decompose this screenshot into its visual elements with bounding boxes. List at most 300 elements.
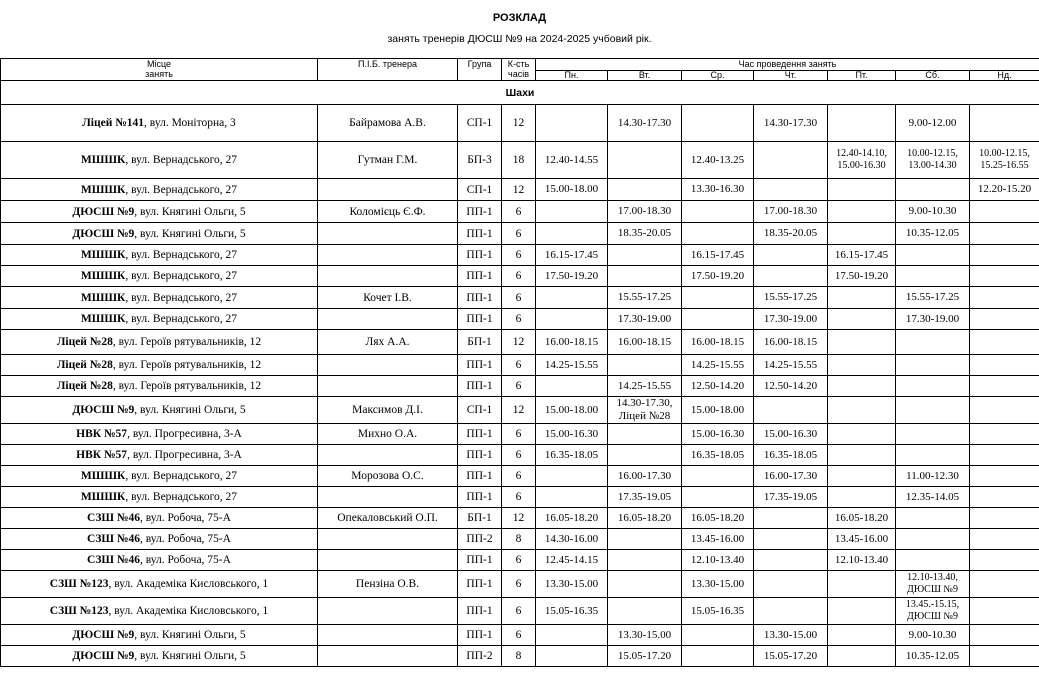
time-cell-thu <box>754 201 828 223</box>
location-name: ДЮСШ №9 <box>72 205 135 218</box>
time-cell-thu <box>754 397 828 424</box>
hours-cell: 12 <box>502 397 536 424</box>
table-row <box>1 376 1039 397</box>
time-cell-sat <box>896 201 970 223</box>
group-cell: БП-3 <box>458 142 502 179</box>
hours-cell: 12 <box>502 330 536 355</box>
time-cell-mon <box>536 201 608 223</box>
time-slot: 10.35-12.05 <box>905 649 960 662</box>
location-name: Ліцей №28 <box>56 336 113 348</box>
table-row <box>1 355 1039 376</box>
group-cell: ПП-1 <box>458 287 502 309</box>
time-cell-thu <box>754 445 828 466</box>
hours-cell: 8 <box>502 646 536 667</box>
table-row <box>1 571 1039 598</box>
time-cell-wed <box>682 376 754 397</box>
trainer-cell: Морозова О.С. <box>318 466 458 487</box>
time-slot: 15.05-16.35 <box>690 604 745 617</box>
location-name: НВК №57 <box>76 449 128 461</box>
time-cell-fri <box>828 550 896 571</box>
header-location-line2: занять <box>145 69 173 79</box>
time-cell-tue <box>608 330 682 355</box>
time-cell-thu <box>754 142 828 179</box>
time-cell-mon <box>536 309 608 330</box>
time-slot: 16.00-18.15 <box>617 335 672 348</box>
time-cell-sat <box>896 445 970 466</box>
time-cell-fri <box>828 424 896 445</box>
time-slot: 17.00-18.30 <box>617 205 672 217</box>
time-slot: 15.00-18.00 <box>544 183 599 195</box>
table-row <box>1 309 1039 330</box>
time-cell-tue <box>608 355 682 376</box>
header-day-tue: Вт. <box>608 71 682 81</box>
hours-cell: 18 <box>502 142 536 179</box>
time-cell-mon <box>536 625 608 646</box>
time-cell-wed <box>682 508 754 529</box>
time-cell-sun <box>970 550 1039 571</box>
time-cell-sat <box>896 355 970 376</box>
trainer-cell <box>318 646 458 667</box>
location-cell <box>1 466 318 487</box>
time-cell-wed <box>682 355 754 376</box>
time-cell-wed <box>682 223 754 245</box>
location-name: ДЮСШ №9 <box>72 404 135 416</box>
time-cell-sat <box>896 309 970 330</box>
location-cell <box>1 105 318 142</box>
time-cell-thu <box>754 646 828 667</box>
group-cell: ПП-1 <box>458 266 502 287</box>
header-day-sun: Нд. <box>970 71 1039 81</box>
group-cell: ПП-1 <box>458 445 502 466</box>
header-location <box>1 59 318 81</box>
time-slot: 12.10-13.40 <box>834 553 889 566</box>
location-name: ДЮСШ №9 <box>72 227 135 240</box>
time-cell-wed <box>682 598 754 625</box>
header-group: Група <box>458 59 502 81</box>
time-cell-wed <box>682 487 754 508</box>
time-cell-sun <box>970 309 1039 330</box>
location-address: , вул. Вернадського, 27 <box>125 470 238 482</box>
location-address: , вул. Робоча, 75-А <box>139 554 231 566</box>
location-name: СЗШ №46 <box>87 554 140 566</box>
time-cell-tue <box>608 529 682 550</box>
time-cell-thu <box>754 223 828 245</box>
location-name: Ліцей №141 <box>82 117 145 129</box>
time-slot: 14.25-15.55 <box>544 358 599 371</box>
time-cell-fri <box>828 105 896 142</box>
trainer-cell <box>318 529 458 550</box>
trainer-cell <box>318 309 458 330</box>
time-cell-mon <box>536 508 608 529</box>
hours-cell: 6 <box>502 266 536 287</box>
time-cell-mon <box>536 487 608 508</box>
time-slot: 13.30-16.30 <box>690 183 745 195</box>
time-cell-thu <box>754 179 828 201</box>
time-cell-tue <box>608 309 682 330</box>
group-cell: СП-1 <box>458 105 502 142</box>
time-slot: 15.05-17.20 <box>763 649 818 662</box>
location-cell <box>1 646 318 667</box>
time-cell-mon <box>536 571 608 598</box>
group-cell: ПП-1 <box>458 223 502 245</box>
time-cell-mon <box>536 355 608 376</box>
location-address: , вул. Вернадського, 27 <box>125 249 238 261</box>
group-cell: ПП-1 <box>458 466 502 487</box>
trainer-cell: Максимов Д.І. <box>318 397 458 424</box>
hours-cell: 6 <box>502 245 536 266</box>
page-title: РОЗКЛАД <box>492 12 547 24</box>
trainer-cell <box>318 245 458 266</box>
location-cell <box>1 287 318 309</box>
location-name: МШШК <box>80 313 126 325</box>
time-cell-mon <box>536 266 608 287</box>
time-cell-sun <box>970 625 1039 646</box>
location-cell <box>1 309 318 330</box>
trainer-cell <box>318 266 458 287</box>
time-cell-sat <box>896 105 970 142</box>
trainer-cell: Кочет І.В. <box>318 287 458 309</box>
location-name: ДЮСШ №9 <box>72 650 135 662</box>
time-cell-mon <box>536 445 608 466</box>
header-day-sat: Сб. <box>896 71 970 81</box>
time-slot: 12.10-13.40 <box>690 553 745 566</box>
location-cell <box>1 571 318 598</box>
time-cell-mon <box>536 142 608 179</box>
time-cell-sun <box>970 287 1039 309</box>
time-cell-sun <box>970 245 1039 266</box>
table-row <box>1 487 1039 508</box>
header-hours-line1: К-сть <box>507 59 530 69</box>
table-row <box>1 179 1039 201</box>
trainer-cell: Коломієць Є.Ф. <box>318 201 458 223</box>
time-cell-sun <box>970 598 1039 625</box>
location-cell <box>1 424 318 445</box>
time-cell-tue <box>608 508 682 529</box>
header-location-line1: Місце <box>146 59 172 69</box>
time-cell-fri <box>828 287 896 309</box>
time-cell-tue <box>608 625 682 646</box>
location-address: , вул. Княгині Ольги, 5 <box>134 205 246 218</box>
hours-cell: 6 <box>502 550 536 571</box>
table-row <box>1 201 1039 223</box>
hours-cell: 6 <box>502 625 536 646</box>
time-cell-sun <box>970 179 1039 201</box>
location-address: , вул. Вернадського, 27 <box>125 313 238 325</box>
location-name: МШШК <box>80 470 126 482</box>
time-cell-tue <box>608 201 682 223</box>
time-cell-sat <box>896 287 970 309</box>
time-slot: 17.50-19.20 <box>834 269 889 282</box>
time-cell-wed <box>682 571 754 598</box>
location-name: СЗШ №46 <box>87 533 140 545</box>
time-cell-mon <box>536 179 608 201</box>
time-cell-mon <box>536 598 608 625</box>
time-cell-fri <box>828 142 896 179</box>
trainer-cell: Байрамова А.В. <box>318 105 458 142</box>
time-slot: 16.05-18.20 <box>617 511 672 524</box>
time-slot: 17.30-19.00 <box>905 312 960 325</box>
header-day-fri: Пт. <box>828 71 896 81</box>
location-address: , вул. Академіка Кисловського, 1 <box>108 578 269 590</box>
section-header: Шахи <box>1 81 1039 105</box>
time-cell-fri <box>828 487 896 508</box>
time-cell-wed <box>682 309 754 330</box>
location-address: , вул. Вернадського, 27 <box>125 154 238 166</box>
time-cell-wed <box>682 142 754 179</box>
location-address: , вул. Княгині Ольги, 5 <box>134 629 246 641</box>
time-cell-tue <box>608 245 682 266</box>
hours-cell: 6 <box>502 487 536 508</box>
time-slot: 15.00-16.30 <box>837 160 886 171</box>
time-cell-wed <box>682 550 754 571</box>
group-cell: ПП-1 <box>458 424 502 445</box>
time-slot: 12.50-14.20 <box>763 379 818 392</box>
time-cell-tue <box>608 598 682 625</box>
location-address: , вул. Героїв рятувальників, 12 <box>112 380 262 392</box>
time-cell-sat <box>896 245 970 266</box>
location-cell <box>1 487 318 508</box>
time-slot: 18.35-20.05 <box>763 227 818 239</box>
table-row <box>1 508 1039 529</box>
hours-cell: 12 <box>502 179 536 201</box>
time-slot: 9.00-12.00 <box>908 116 957 129</box>
time-cell-wed <box>682 201 754 223</box>
hours-cell: 6 <box>502 376 536 397</box>
time-cell-fri <box>828 508 896 529</box>
time-slot: 16.00-18.15 <box>544 335 599 348</box>
hours-cell: 8 <box>502 529 536 550</box>
time-cell-fri <box>828 445 896 466</box>
time-cell-sun <box>970 397 1039 424</box>
group-cell: ПП-1 <box>458 355 502 376</box>
time-slot: 16.05-18.20 <box>834 511 889 524</box>
time-cell-fri <box>828 179 896 201</box>
group-cell: СП-1 <box>458 179 502 201</box>
time-cell-fri <box>828 625 896 646</box>
time-slot: 16.05-18.20 <box>690 511 745 524</box>
time-cell-thu <box>754 355 828 376</box>
time-cell-wed <box>682 179 754 201</box>
time-cell-sun <box>970 487 1039 508</box>
time-cell-sun <box>970 105 1039 142</box>
time-cell-sun <box>970 646 1039 667</box>
time-slot: 15.55-17.25 <box>905 291 960 303</box>
time-cell-fri <box>828 466 896 487</box>
time-cell-mon <box>536 550 608 571</box>
trainer-cell <box>318 179 458 201</box>
location-name: СЗШ №123 <box>49 578 109 590</box>
time-cell-tue <box>608 287 682 309</box>
time-cell-thu <box>754 571 828 598</box>
location-address: , вул. Моніторна, 3 <box>144 117 236 129</box>
location-cell <box>1 550 318 571</box>
time-slot: 17.35-19.05 <box>763 490 818 503</box>
time-cell-mon <box>536 529 608 550</box>
hours-cell: 6 <box>502 201 536 223</box>
hours-cell: 12 <box>502 105 536 142</box>
time-slot: 14.30-17.30 <box>763 116 818 129</box>
schedule-table <box>0 58 1039 667</box>
group-cell: ПП-1 <box>458 571 502 598</box>
table-row <box>1 424 1039 445</box>
time-cell-tue <box>608 646 682 667</box>
trainer-cell <box>318 598 458 625</box>
time-cell-sun <box>970 466 1039 487</box>
table-row <box>1 445 1039 466</box>
time-slot: 16.35-18.05 <box>763 448 818 461</box>
time-slot: 14.30-16.00 <box>544 532 599 545</box>
hours-cell: 6 <box>502 598 536 625</box>
time-slot: 16.15-17.45 <box>690 248 745 261</box>
time-cell-mon <box>536 223 608 245</box>
time-slot: 12.40-14.10, <box>836 148 887 159</box>
time-cell-thu <box>754 105 828 142</box>
time-cell-mon <box>536 376 608 397</box>
time-cell-wed <box>682 424 754 445</box>
time-slot: 16.35-18.05 <box>690 448 745 461</box>
time-cell-sun <box>970 142 1039 179</box>
time-cell-sun <box>970 424 1039 445</box>
trainer-cell <box>318 487 458 508</box>
location-address: , вул. Княгині Ольги, 5 <box>134 650 246 662</box>
time-cell-mon <box>536 466 608 487</box>
header-hours <box>502 59 536 81</box>
table-row <box>1 245 1039 266</box>
location-address: , вул. Прогресивна, 3-А <box>127 449 242 461</box>
group-cell: ПП-1 <box>458 309 502 330</box>
time-cell-tue <box>608 376 682 397</box>
time-cell-wed <box>682 287 754 309</box>
time-cell-mon <box>536 397 608 424</box>
group-cell: ПП-2 <box>458 646 502 667</box>
location-cell <box>1 376 318 397</box>
time-cell-sat <box>896 266 970 287</box>
time-slot: 16.00-17.30 <box>763 469 818 482</box>
location-address: , вул. Робоча, 75-А <box>139 512 231 524</box>
header-day-mon: Пн. <box>536 71 608 81</box>
time-cell-thu <box>754 598 828 625</box>
hours-cell: 6 <box>502 571 536 598</box>
time-slot: 13.45.-15.15, <box>905 599 960 610</box>
time-slot: 14.25-15.55 <box>617 379 672 392</box>
location-name: МШШК <box>80 491 126 503</box>
trainer-cell <box>318 550 458 571</box>
location-cell <box>1 245 318 266</box>
table-row <box>1 142 1039 179</box>
time-cell-wed <box>682 445 754 466</box>
time-cell-fri <box>828 529 896 550</box>
group-cell: ПП-1 <box>458 201 502 223</box>
table-row <box>1 397 1039 424</box>
hours-cell: 6 <box>502 223 536 245</box>
trainer-cell <box>318 376 458 397</box>
time-cell-tue <box>608 550 682 571</box>
time-cell-thu <box>754 287 828 309</box>
time-slot: 13.00-14.30 <box>908 160 957 171</box>
group-cell: ПП-1 <box>458 598 502 625</box>
group-cell: ПП-1 <box>458 625 502 646</box>
table-row <box>1 646 1039 667</box>
group-cell: СП-1 <box>458 397 502 424</box>
time-cell-sun <box>970 508 1039 529</box>
time-slot: 17.00-18.30 <box>763 205 818 217</box>
time-cell-tue <box>608 397 682 424</box>
hours-cell: 6 <box>502 466 536 487</box>
time-slot: 15.55-17.25 <box>617 291 672 303</box>
location-address: , вул. Княгині Ольги, 5 <box>134 227 246 240</box>
time-cell-sat <box>896 424 970 445</box>
time-slot: Ліцей №28 <box>618 410 671 422</box>
location-address: , вул. Робоча, 75-А <box>139 533 231 545</box>
time-cell-sat <box>896 397 970 424</box>
time-slot: 16.35-18.05 <box>544 448 599 461</box>
time-cell-mon <box>536 105 608 142</box>
location-cell <box>1 142 318 179</box>
time-slot: 16.15-17.45 <box>544 248 599 261</box>
time-cell-sat <box>896 466 970 487</box>
time-cell-thu <box>754 529 828 550</box>
time-slot: 13.30-15.00 <box>763 628 818 641</box>
location-cell <box>1 201 318 223</box>
time-cell-thu <box>754 508 828 529</box>
time-slot: 12.35-14.05 <box>905 490 960 503</box>
time-slot: 10.00-12.15, <box>979 148 1030 159</box>
time-cell-tue <box>608 266 682 287</box>
time-cell-wed <box>682 625 754 646</box>
time-slot: 10.00-12.15, <box>907 148 958 159</box>
page-subtitle: занять тренерів ДЮСШ №9 на 2024-2025 учбовий рік. <box>387 33 652 45</box>
time-cell-fri <box>828 397 896 424</box>
time-slot: 16.15-17.45 <box>834 248 889 261</box>
time-cell-wed <box>682 529 754 550</box>
time-slot: 14.25-15.55 <box>763 358 818 371</box>
time-cell-sat <box>896 330 970 355</box>
header-day-wed: Ср. <box>682 71 754 81</box>
location-name: МШШК <box>80 154 126 166</box>
location-cell <box>1 397 318 424</box>
time-cell-sun <box>970 445 1039 466</box>
time-cell-tue <box>608 179 682 201</box>
time-slot: 18.35-20.05 <box>617 227 672 239</box>
time-slot: 15.00-16.30 <box>763 427 818 440</box>
hours-cell: 6 <box>502 309 536 330</box>
time-cell-fri <box>828 571 896 598</box>
time-cell-fri <box>828 245 896 266</box>
location-cell <box>1 330 318 355</box>
table-row <box>1 330 1039 355</box>
location-cell <box>1 223 318 245</box>
hours-cell: 6 <box>502 445 536 466</box>
trainer-cell <box>318 355 458 376</box>
hours-cell: 6 <box>502 424 536 445</box>
time-slot: 14.30-17.30 <box>617 116 672 129</box>
group-cell: ПП-1 <box>458 376 502 397</box>
hours-cell: 6 <box>502 287 536 309</box>
time-cell-wed <box>682 105 754 142</box>
time-cell-tue <box>608 487 682 508</box>
time-cell-sat <box>896 550 970 571</box>
time-cell-tue <box>608 105 682 142</box>
time-slot: 15.00-18.00 <box>690 403 745 416</box>
time-cell-fri <box>828 355 896 376</box>
table-row <box>1 105 1039 142</box>
location-name: Ліцей №28 <box>56 380 113 392</box>
time-cell-mon <box>536 330 608 355</box>
time-slot: 14.30-17.30, <box>616 397 673 409</box>
time-slot: ДЮСШ №9 <box>907 584 958 595</box>
location-cell <box>1 266 318 287</box>
time-cell-thu <box>754 466 828 487</box>
